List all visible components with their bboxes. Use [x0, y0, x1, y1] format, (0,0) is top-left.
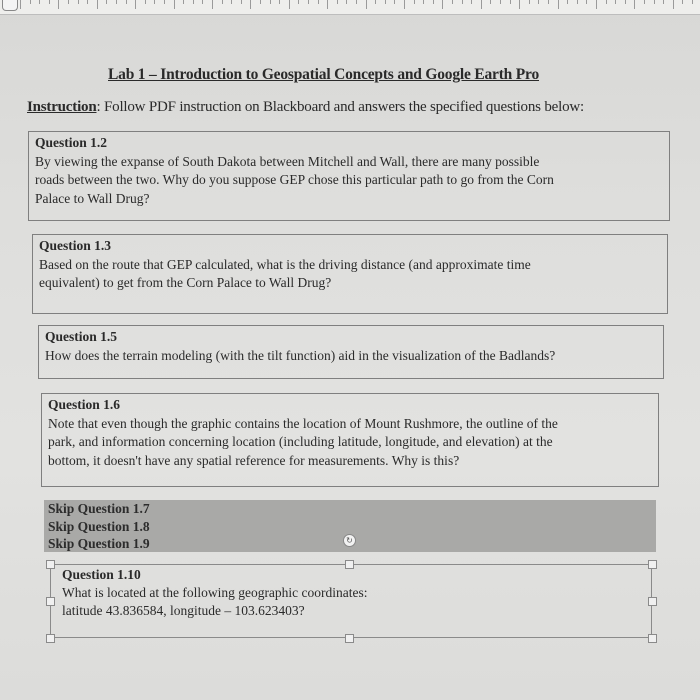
selected-question-1-10[interactable] [62, 566, 368, 620]
question-line: Palace to Wall Drug? [35, 190, 150, 206]
resize-handle-bottom-right[interactable] [648, 634, 657, 643]
ruler-tick [126, 0, 127, 4]
ruler-tick [615, 0, 616, 4]
question-box-1-3[interactable] [32, 234, 668, 314]
ruler-tick [270, 0, 271, 4]
ruler-tick [174, 0, 175, 9]
resize-handle-bottom[interactable] [345, 634, 354, 643]
ruler-tick [404, 0, 405, 9]
ruler-tick [567, 0, 568, 4]
ruler-tick [577, 0, 578, 4]
question-line: What is located at the following geographic coordinates: [62, 585, 368, 600]
ruler-tick [346, 0, 347, 4]
question-title: Question 1.10 [62, 567, 141, 582]
ruler-tick [222, 0, 223, 4]
question-line: equivalent) to get from the Corn Palace to Wall Drug? [39, 275, 332, 290]
instruction-text: : Follow PDF instruction on Blackboard and answers the specified questions below: [96, 99, 584, 115]
ruler-tick [30, 0, 31, 4]
skip-line: Skip Question 1.8 [48, 518, 150, 534]
ruler-tick [145, 0, 146, 4]
ruler-tick [519, 0, 520, 9]
ruler-tick [298, 0, 299, 4]
question-title: Question 1.5 [45, 329, 118, 344]
ruler-tick [279, 0, 280, 4]
question-line: Note that even though the graphic contains the location of Mount Rushmore, the outline of the [48, 415, 558, 431]
skip-line: Skip Question 1.7 [48, 501, 150, 516]
resize-handle-top-left[interactable] [46, 560, 55, 569]
ruler-tick [423, 0, 424, 4]
ruler-tick [433, 0, 434, 4]
ruler-tick [308, 0, 309, 4]
ruler-tick [154, 0, 155, 4]
question-title: Question 1.2 [35, 135, 108, 150]
question-box-1-6[interactable] [41, 393, 659, 487]
ruler-tick [106, 0, 107, 4]
ruler-tick [500, 0, 501, 4]
question-line: By viewing the expanse of South Dakota between Mitchell and Wall, there are many possible [35, 153, 540, 169]
ruler-tick [78, 0, 79, 4]
ruler-tick [634, 0, 635, 9]
ruler-tick [356, 0, 357, 4]
resize-handle-right[interactable] [648, 597, 657, 606]
ruler-tick [183, 0, 184, 4]
ruler-tick [116, 0, 117, 4]
question-box-1-2[interactable] [28, 131, 670, 221]
ruler-tick [682, 0, 683, 4]
skip-line: Skip Question 1.9 [48, 536, 150, 551]
question-line: latitude 43.836584, longitude – 103.623403? [62, 603, 305, 618]
ruler-tick [673, 0, 674, 9]
ruler-tick [260, 0, 261, 4]
ruler-tick [164, 0, 165, 4]
ruler-tick [231, 0, 232, 4]
ruler-tick [625, 0, 626, 4]
horizontal-ruler[interactable] [0, 0, 700, 15]
ruler-tick [87, 0, 88, 4]
resize-handle-top-right[interactable] [648, 560, 657, 569]
ruler-tick [654, 0, 655, 4]
ruler-tick [606, 0, 607, 4]
ruler-tick [193, 0, 194, 4]
ruler-tab-stop-icon[interactable] [2, 0, 18, 11]
ruler-tick [490, 0, 491, 4]
ruler-tick [548, 0, 549, 4]
resize-handle-bottom-left[interactable] [46, 634, 55, 643]
ruler-tick [20, 0, 21, 9]
ruler-tick [414, 0, 415, 4]
ruler-tick [442, 0, 443, 9]
question-line: park, and information concerning location (including latitude, longitude, and elevation) at the [48, 434, 553, 449]
instruction-line [27, 99, 584, 116]
resize-handle-left[interactable] [46, 597, 55, 606]
page-title: Lab 1 – Introduction to Geospatial Concepts and Google Earth Pro [108, 66, 539, 83]
ruler-tick [289, 0, 290, 9]
ruler-tick [538, 0, 539, 4]
ruler-tick [452, 0, 453, 4]
ruler-tick [529, 0, 530, 4]
question-box-1-5[interactable] [38, 325, 664, 379]
ruler-tick [212, 0, 213, 9]
ruler-tick [49, 0, 50, 4]
ruler-tick [97, 0, 98, 9]
ruler-tick [39, 0, 40, 4]
ruler-tick [558, 0, 559, 9]
ruler-tick [250, 0, 251, 9]
ruler-tick [692, 0, 693, 4]
question-title: Question 1.6 [48, 397, 121, 412]
question-title: Question 1.3 [39, 238, 112, 253]
ruler-tick [385, 0, 386, 4]
ruler-tick [596, 0, 597, 9]
ruler-tick [663, 0, 664, 4]
ruler-tick [375, 0, 376, 4]
ruler-tick [68, 0, 69, 4]
ruler-tick [202, 0, 203, 4]
ruler-tick [644, 0, 645, 4]
ruler-tick [337, 0, 338, 4]
ruler-tick [135, 0, 136, 9]
ruler-tick [366, 0, 367, 9]
question-line: roads between the two. Why do you suppose GEP chose this particular path to go from the Corn [35, 172, 554, 187]
ruler-tick [394, 0, 395, 4]
ruler-tick [481, 0, 482, 9]
rotate-handle-icon[interactable]: ↻ [343, 534, 356, 547]
ruler-tick [241, 0, 242, 4]
question-line: bottom, it doesn't have any spatial reference for measurements. Why is this? [48, 452, 460, 468]
ruler-tick [471, 0, 472, 4]
ruler-tick [327, 0, 328, 9]
ruler-tick [510, 0, 511, 4]
question-line: Based on the route that GEP calculated, what is the driving distance (and approximate time [39, 256, 531, 272]
ruler-tick [318, 0, 319, 4]
question-line: How does the terrain modeling (with the tilt function) aid in the visualization of the Badlands? [45, 347, 556, 363]
instruction-label: Instruction [27, 99, 97, 115]
ruler-tick [462, 0, 463, 4]
ruler-tick [586, 0, 587, 4]
ruler-tick [58, 0, 59, 9]
